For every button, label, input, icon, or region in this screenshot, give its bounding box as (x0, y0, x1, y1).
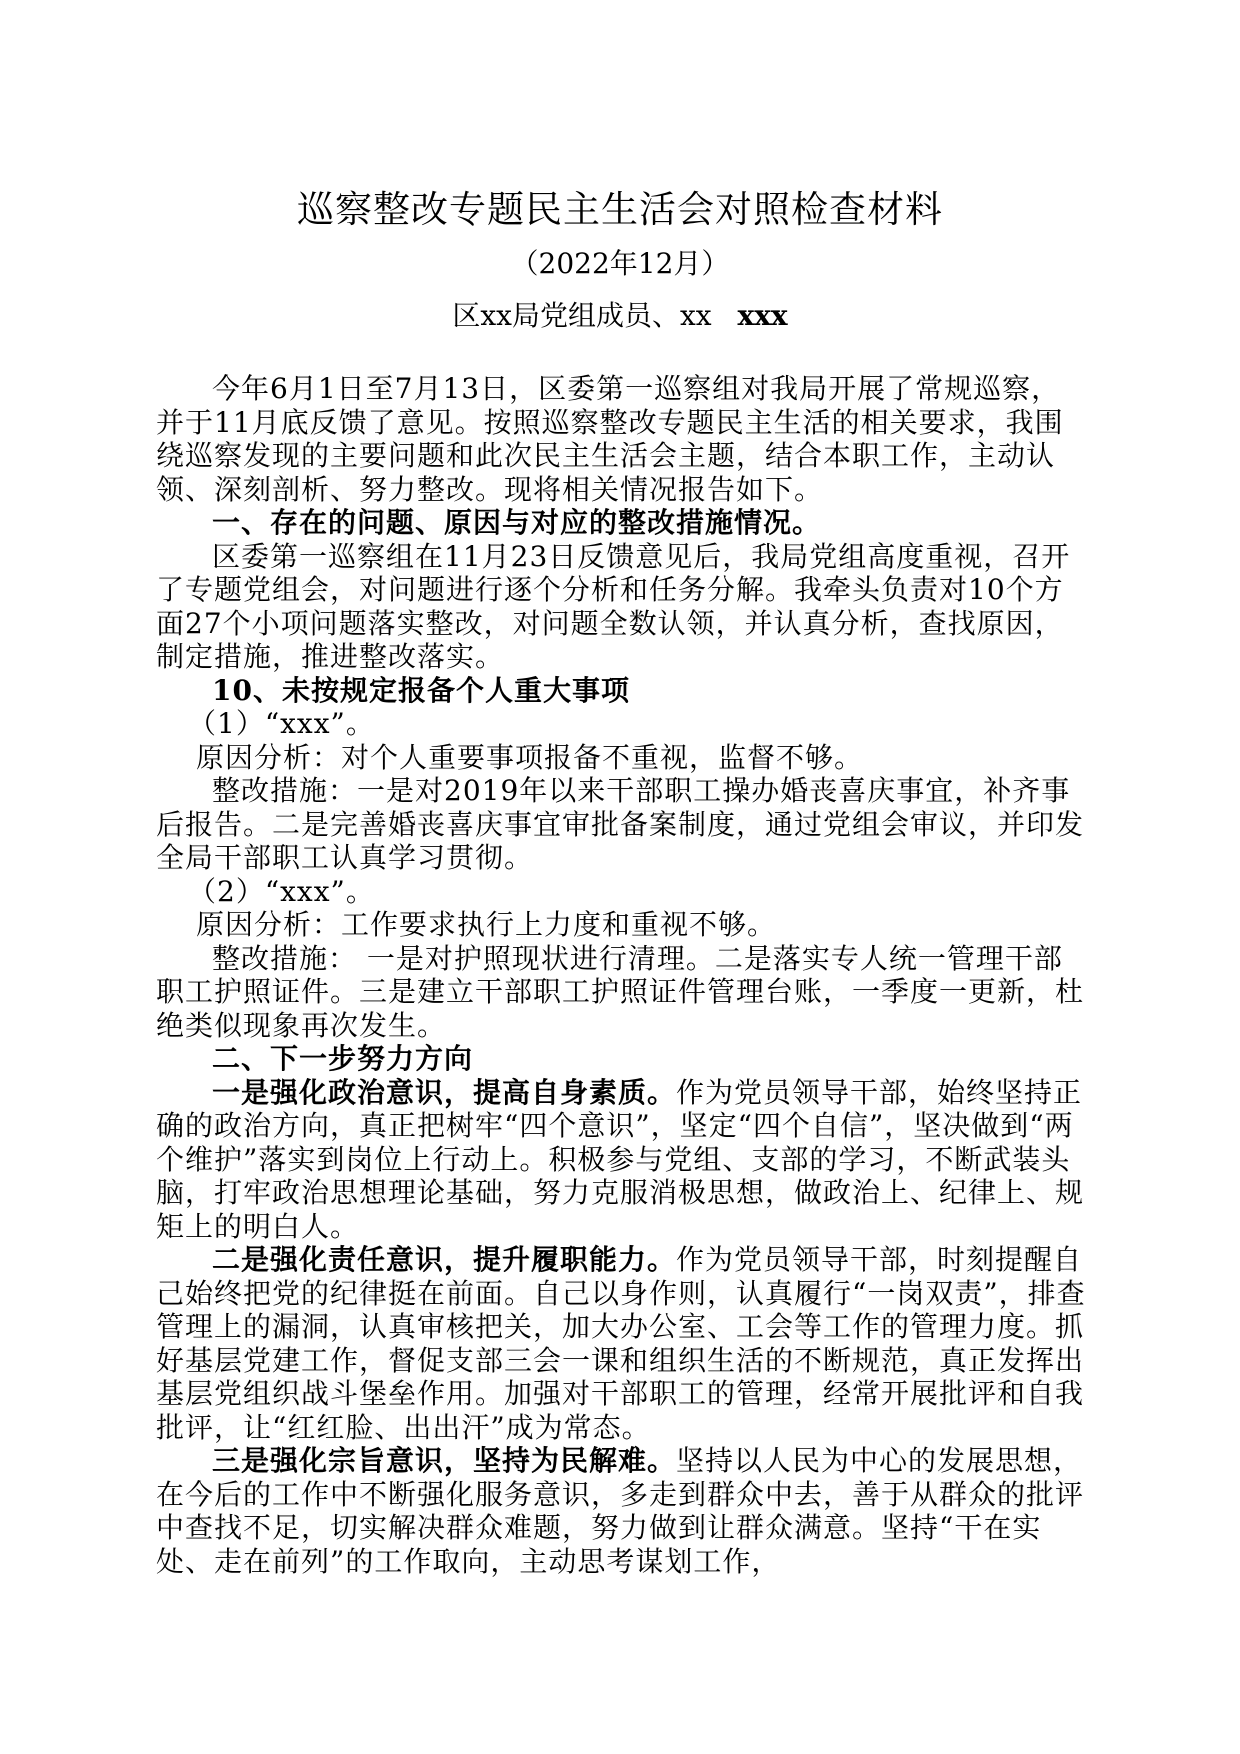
direction-1-text: 作为党员领导干部，始终坚持正确的政治方向，真正把树牢“四个意识”，坚定“四个自信”，坚决做到“两个维护”落实到岗位上行动上。积极参与党组、支部的学习，不断武装头脑，打牢政治思想理论基础，努力克服消极思想，做政治上、纪律上、规矩上的明白人。 (156, 1075, 1085, 1243)
rectification-2: 整改措施： 一是对护照现状进行清理。二是落实专人统一管理干部职工护照证件。三是建立干部职工护照证件管理台账，一季度一更新，杜绝类似现象再次发生。 (156, 941, 1085, 1042)
intro-paragraph: 今年6月1日至7月13日，区委第一巡察组对我局开展了常规巡察，并于11月底反馈了意见。按照巡察整改专题民主生活的相关要求，我围绕巡察发现的主要问题和此次民主生活会主题，结合本职工作，主动认领、深刻剖析、努力整改。现将相关情况报告如下。 (156, 372, 1064, 506)
item-heading-10: 10、未按规定报备个人重大事项 (212, 673, 630, 707)
section-heading-2: 二、下一步努力方向 (212, 1042, 474, 1075)
direction-3 (156, 1444, 1086, 1578)
direction-3-text: 坚持以人民为中心的发展思想，在今后的工作中不断强化服务意识，多走到群众中去，善于从群众的批评中查找不足，切实解决群众难题，努力做到让群众满意。坚持“干在实处、走在前列”的工作取向，主动思考谋划工作， (156, 1444, 1085, 1578)
sub-item-1: （1）“xxx”。 (188, 707, 375, 740)
direction-2 (156, 1243, 1086, 1444)
document-title: 巡察整改专题民主生活会对照检查材料 (297, 188, 943, 231)
direction-2-text: 作为党员领导干部，时刻提醒自己始终把党的纪律挺在前面。自己以身作则，认真履行“一岗双责”，排查管理上的漏洞，认真审核把关，加大办公室、工会等工作的管理力度。抓好基层党建工作，督促支部三会一课和组织生活的不断规范，真正发挥出基层党组织战斗堡垒作用。加强对干部职工的管理，经常开展批评和自我批评，让“红红脸、出出汗”成为常态。 (156, 1243, 1086, 1444)
cause-analysis-1: 原因分析：对个人重要事项报备不重视，监督不够。 (196, 740, 864, 774)
direction-3-lead: 三是强化宗旨意识，坚持为民解难。 (212, 1444, 677, 1477)
section-heading-1: 一、存在的问题、原因与对应的整改措施情况。 (212, 506, 822, 539)
direction-1-lead: 一是强化政治意识，提高自身素质。 (212, 1075, 677, 1109)
feedback-paragraph: 区委第一巡察组在11月23日反馈意见后，我局党组高度重视，召开了专题党组会，对问题进行逐个分析和任务分解。我牵头负责对10个方面27个小项问题落实整改，对问题全数认领，并认真分析，查找原因，制定措施，推进整改落实。 (156, 539, 1071, 673)
author-line (0, 296, 1240, 336)
document-body (156, 372, 1086, 1578)
document-date: （2022年12月） (510, 247, 730, 280)
direction-1 (156, 1076, 1086, 1244)
direction-2-lead: 二是强化责任意识，提升履职能力。 (212, 1243, 677, 1276)
author-name: xxx (737, 299, 788, 332)
sub-item-2: （2）“xxx”。 (188, 874, 375, 908)
cause-analysis-2: 原因分析：工作要求执行上力度和重视不够。 (196, 908, 777, 941)
author-position: 区xx局党组成员、xx (452, 299, 712, 332)
rectification-1: 整改措施：一是对2019年以来干部职工操办婚丧喜庆事宜，补齐事后报告。二是完善婚丧喜庆事宜审批备案制度，通过党组会审议，并印发全局干部职工认真学习贯彻。 (156, 774, 1085, 874)
